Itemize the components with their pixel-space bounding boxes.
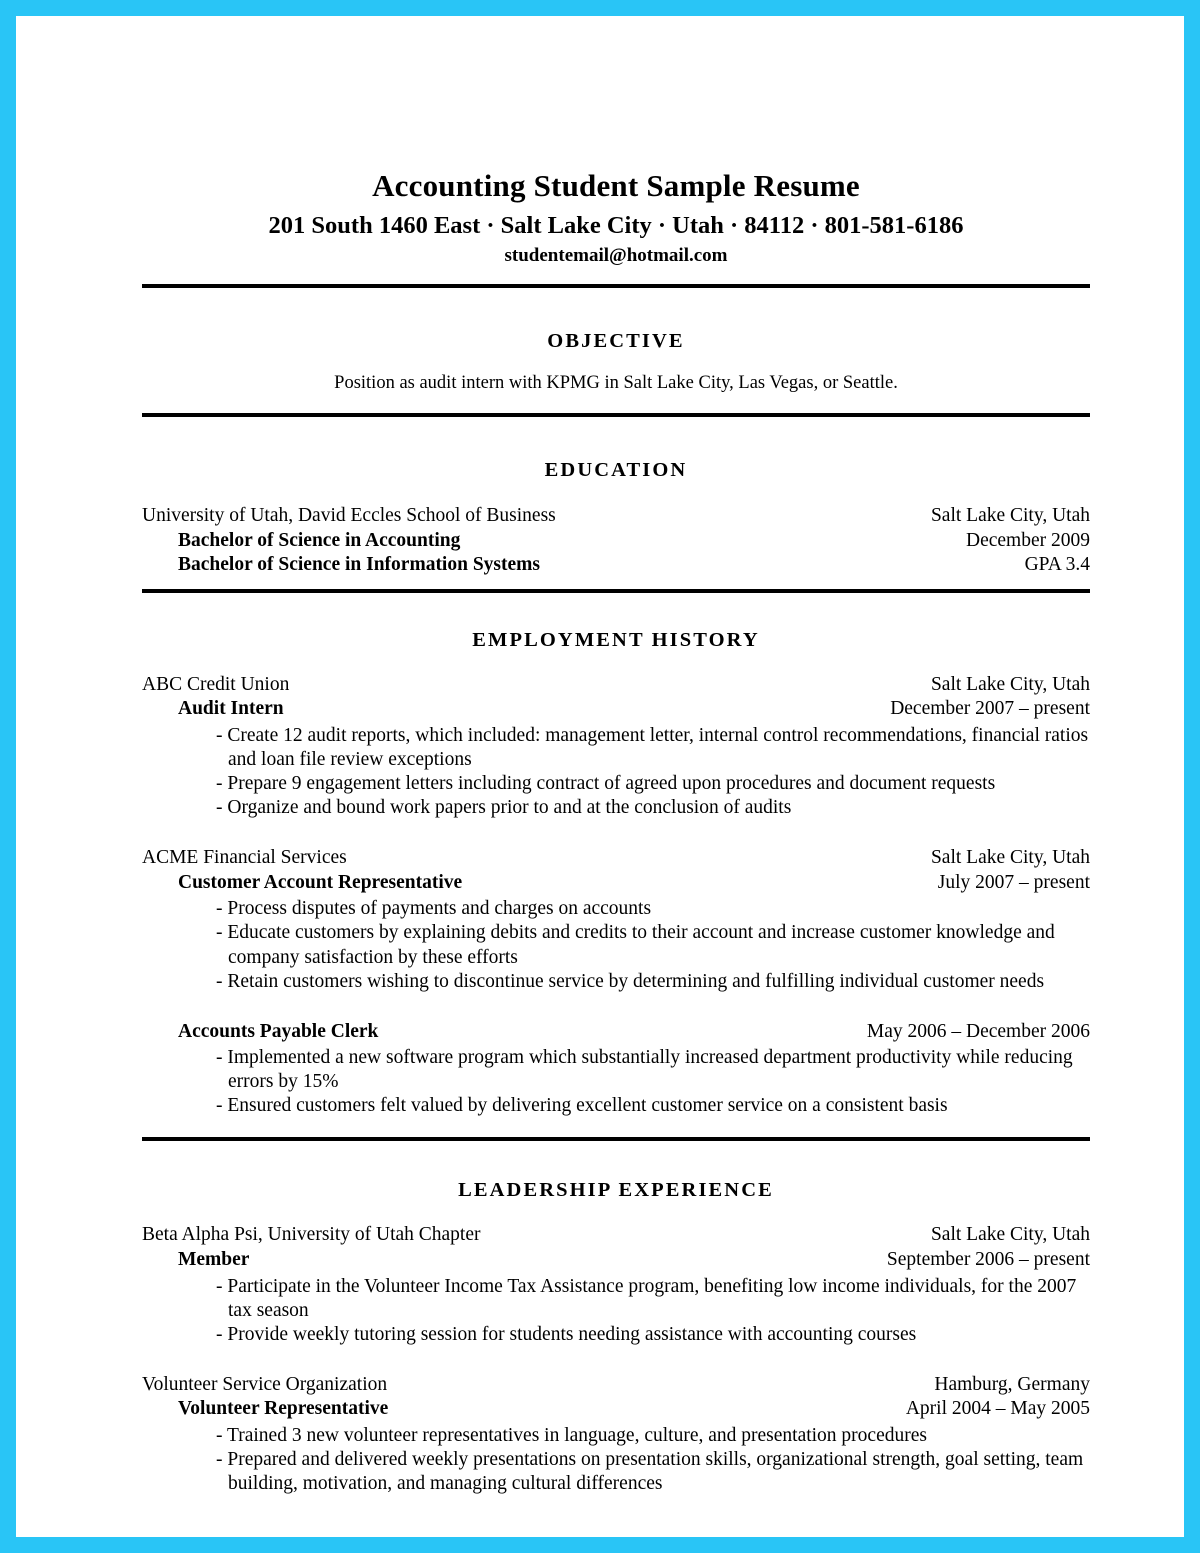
organization-location: Salt Lake City, Utah xyxy=(930,1224,1090,1246)
role-dates: April 2004 – May 2005 xyxy=(905,1398,1090,1420)
school-name: University of Utah, David Eccles School of Business xyxy=(142,505,556,527)
degree-name: Bachelor of Science in Accounting xyxy=(178,529,461,551)
job-sub-entry xyxy=(142,1020,1090,1119)
leadership-block xyxy=(126,1223,1106,1496)
degree-row xyxy=(142,529,1090,554)
list-item: - Participate in the Volunteer Income Tax Assistance program, benefiting low income individuals, for the 2007 tax season xyxy=(216,1275,1077,1321)
resume-page xyxy=(16,16,1184,1537)
list-item: - Implemented a new software program which substantially increased department productivity while reducing errors by 15% xyxy=(216,1047,1073,1093)
section-heading-objective: OBJECTIVE xyxy=(547,330,685,353)
role-row xyxy=(142,1397,1090,1422)
job-dates: December 2007 – present xyxy=(890,698,1090,720)
organization-name: Volunteer Service Organization xyxy=(142,1373,388,1395)
resume-content xyxy=(126,16,1106,1537)
company-name: ABC Credit Union xyxy=(142,673,290,695)
list-item: - Prepare 9 engagement letters including contract of agreed upon procedures and document requests xyxy=(216,773,996,795)
organization-row xyxy=(142,1373,1090,1398)
degree-detail: GPA 3.4 xyxy=(1024,554,1090,576)
role-title: Volunteer Representative xyxy=(178,1398,389,1420)
job-bullets xyxy=(142,897,1090,993)
degree-detail: December 2009 xyxy=(966,529,1090,551)
list-item: - Organize and bound work papers prior to and at the conclusion of audits xyxy=(216,797,792,819)
education-block xyxy=(126,504,1106,578)
role-title: Member xyxy=(178,1249,250,1271)
divider xyxy=(142,413,1090,417)
list-item: - Process disputes of payments and charges on accounts xyxy=(216,898,652,920)
leadership-entry xyxy=(142,1373,1090,1496)
list-item: - Create 12 audit reports, which included: management letter, internal control recommendations, financial ratios and loan file review exceptions xyxy=(216,724,1089,770)
job-title: Accounts Payable Clerk xyxy=(178,1020,379,1042)
list-item: - Prepared and delivered weekly presentations on presentation skills, organizational strength, goal setting, team building, motivation, and managing cultural differences xyxy=(216,1449,1084,1495)
job-title-row xyxy=(142,1020,1090,1045)
company-location: Salt Lake City, Utah xyxy=(930,673,1090,695)
degree-row xyxy=(142,553,1090,578)
contact-line: 201 South 1460 East · Salt Lake City · Utah · 84112 · 801-581-6186 xyxy=(268,211,964,239)
job-bullets xyxy=(142,724,1090,820)
section-heading-employment: EMPLOYMENT HISTORY xyxy=(472,628,760,651)
education-school-row xyxy=(142,504,1090,529)
list-item: - Provide weekly tutoring session for students needing assistance with accounting courses xyxy=(216,1323,917,1345)
job-company-row xyxy=(142,846,1090,871)
divider xyxy=(142,284,1090,288)
leadership-bullets xyxy=(142,1275,1090,1347)
job-company-row xyxy=(142,673,1090,698)
job-title: Audit Intern xyxy=(178,698,284,720)
list-item: - Ensured customers felt valued by delivering excellent customer service on a consistent basis xyxy=(216,1095,948,1117)
list-item: - Educate customers by explaining debits and credits to their account and increase customer knowledge and company satisfaction by these efforts xyxy=(216,922,1055,968)
list-item: - Retain customers wishing to discontinue service by determining and fulfilling individual customer needs xyxy=(216,970,1045,992)
job-entry xyxy=(142,846,1090,993)
leadership-entry xyxy=(142,1223,1090,1346)
degree-name: Bachelor of Science in Information Systems xyxy=(178,554,540,576)
section-heading-leadership: LEADERSHIP EXPERIENCE xyxy=(458,1179,774,1202)
company-name: ACME Financial Services xyxy=(142,847,347,869)
company-location: Salt Lake City, Utah xyxy=(930,847,1090,869)
page-title: Accounting Student Sample Resume xyxy=(372,168,860,203)
job-title-row xyxy=(142,871,1090,896)
role-dates: September 2006 – present xyxy=(886,1249,1090,1271)
objective-text: Position as audit intern with KPMG in Salt Lake City, Las Vegas, or Seattle. xyxy=(334,373,898,394)
divider xyxy=(142,1137,1090,1141)
employment-block xyxy=(126,673,1106,1119)
school-location: Salt Lake City, Utah xyxy=(930,505,1090,527)
job-title: Customer Account Representative xyxy=(178,871,463,893)
job-title-row xyxy=(142,697,1090,722)
section-heading-education: EDUCATION xyxy=(544,459,688,482)
job-dates: July 2007 – present xyxy=(937,871,1090,893)
role-row xyxy=(142,1248,1090,1273)
organization-name: Beta Alpha Psi, University of Utah Chapter xyxy=(142,1224,481,1246)
email-address[interactable]: studentemail@hotmail.com xyxy=(504,245,728,267)
job-dates: May 2006 – December 2006 xyxy=(866,1020,1090,1042)
leadership-bullets xyxy=(142,1424,1090,1496)
organization-location: Hamburg, Germany xyxy=(934,1373,1090,1395)
divider xyxy=(142,589,1090,593)
organization-row xyxy=(142,1223,1090,1248)
job-bullets xyxy=(142,1046,1090,1118)
job-entry xyxy=(142,673,1090,820)
list-item: - Trained 3 new volunteer representatives in language, culture, and presentation procedures xyxy=(216,1424,927,1446)
